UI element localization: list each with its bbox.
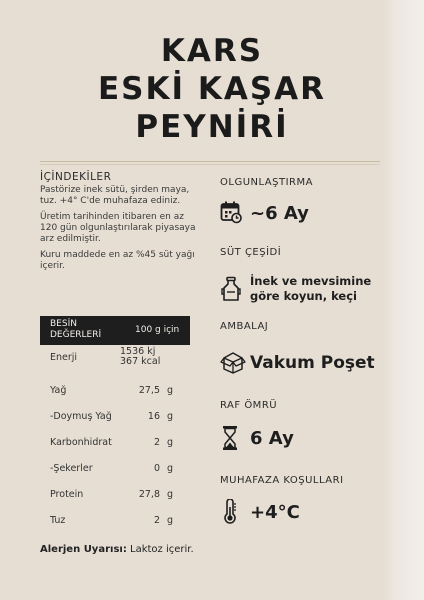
aging-value: ~6 Ay: [250, 203, 309, 224]
allergen-warning: [40, 543, 200, 556]
aging-heading: OLGUNLAŞTIRMA: [220, 177, 313, 188]
nutrient-unit: g: [167, 385, 174, 396]
table-row: [40, 430, 190, 456]
milk-heading: SÜT ÇEŞİDİ: [220, 247, 282, 258]
title-line-3: PEYNİRİ: [135, 109, 289, 145]
shelf-life-heading: RAF ÖMRÜ: [220, 400, 278, 411]
table-row: [40, 345, 190, 378]
nutrient-unit: g: [167, 489, 174, 500]
storage-heading: MUHAFAZA KOŞULLARI: [220, 475, 344, 486]
nutrient-value: 27,8: [138, 489, 160, 500]
allergen-text: Laktoz içerir.: [130, 544, 194, 555]
milk-row: [220, 276, 390, 306]
aging-note: Üretim tarihinden itibaren en az 120 gün olgunlaştırılarak piyasaya arz edilmiştir.: [40, 212, 196, 244]
package-value: Vakum Poşet: [250, 353, 375, 373]
table-row: [40, 456, 190, 482]
nutrient-value: 27,5: [138, 385, 160, 396]
shelf-life-row: [220, 425, 390, 455]
allergen-label: Alerjen Uyarısı:: [40, 544, 127, 555]
energy-kj: 1536 kj: [120, 346, 156, 357]
divider: [40, 161, 380, 162]
ingredients-section: [40, 171, 202, 277]
title-line-2: ESKİ KAŞAR: [97, 71, 327, 107]
divider: [40, 164, 380, 165]
milk-can-icon: [220, 276, 242, 302]
energy-kcal: 367 kcal: [120, 356, 161, 367]
nutrient-value: 2: [153, 515, 160, 526]
table-row: [40, 404, 190, 430]
ingredients-text: Pastörize inek sütü, şirden maya, tuz. +4° C'de muhafaza ediniz.: [40, 185, 190, 206]
table-row: [40, 482, 190, 508]
nutrient-label: Tuz: [50, 515, 66, 526]
nutrient-label: Enerji: [50, 352, 78, 363]
calendar-icon: [220, 200, 242, 226]
ingredients-heading: İÇİNDEKİLER: [40, 171, 112, 183]
storage-value: +4°C: [250, 502, 300, 523]
thermometer-icon: [220, 499, 242, 525]
nutrient-unit: g: [167, 463, 174, 474]
nutrient-value: 0: [153, 463, 160, 474]
package-row: [220, 350, 390, 380]
nutrition-table: [40, 316, 190, 534]
nutrition-header-label: BESİN DEĞERLERİ: [50, 319, 102, 340]
fat-note: Kuru maddede en az %45 süt yağı içerir.: [40, 250, 195, 271]
title-line-1: KARS: [160, 33, 264, 69]
hourglass-icon: [220, 425, 242, 451]
package-icon: [220, 350, 246, 376]
aging-row: [220, 200, 390, 230]
nutrition-header-per: 100 g için: [135, 325, 180, 335]
table-row: [40, 508, 190, 534]
package-heading: AMBALAJ: [220, 321, 269, 332]
storage-row: [220, 499, 390, 529]
nutrient-value: [120, 347, 170, 367]
nutrient-unit: g: [167, 437, 174, 448]
shelf-life-value: 6 Ay: [250, 428, 294, 449]
nutrient-unit: g: [167, 411, 174, 422]
milk-value: İnek ve mevsimine göre koyun, keçi: [250, 274, 372, 303]
nutrient-value: 16: [147, 411, 160, 422]
nutrient-label: -Doymuş Yağ: [50, 411, 112, 422]
nutrient-label: Protein: [50, 489, 84, 500]
nutrition-table-header: [40, 316, 190, 345]
nutrient-label: Karbonhidrat: [50, 437, 112, 448]
nutrient-unit: g: [167, 515, 174, 526]
product-title: [0, 32, 424, 146]
nutrient-label: Yağ: [50, 385, 67, 396]
table-row: [40, 378, 190, 404]
nutrient-value: 2: [153, 437, 160, 448]
nutrient-label: -Şekerler: [50, 463, 93, 474]
